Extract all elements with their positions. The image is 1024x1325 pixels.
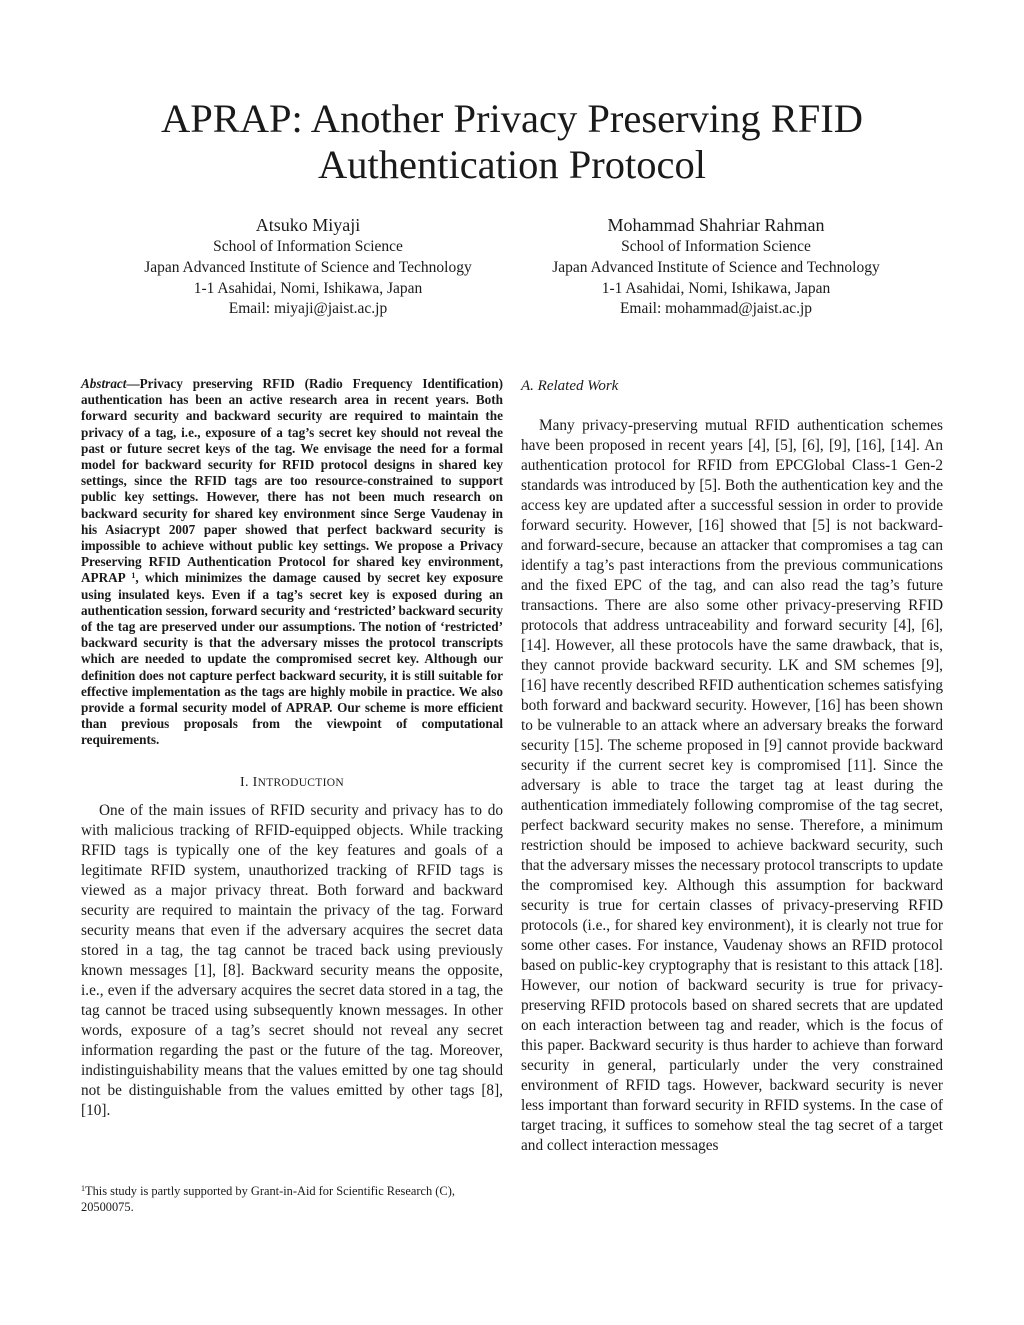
author-name: Mohammad Shahriar Rahman	[607, 215, 825, 235]
paper-title: APRAP: Another Privacy Preserving RFID Authentication Protocol	[161, 96, 863, 187]
author-address: 1-1 Asahidai, Nomi, Ishikawa, Japan	[193, 279, 423, 297]
abstract-label: Abstract	[81, 376, 127, 391]
author-institution: Japan Advanced Institute of Science and Technology	[552, 258, 880, 276]
abstract-text-part2: , which minimizes the damage caused by secret key exposure using insulated keys. Even if a tag’s secret key is exposed during an authentication session, forward security and ‘restricted’ backward security of the tag are preserved under our assumptions. The notion of ‘restricted’ backward security is that the adversary misses the protocol transcripts which are needed to update the compromised secret key. Although our definition does not capture perfect backward security, it is still suitable for effective implementation as the tags are highly mobile in practice. We also provide a formal security model of APRAP. Our scheme is more efficient than previous proposals from the viewpoint of computational requirements.	[81, 570, 503, 748]
section-heading-initial: I	[252, 774, 258, 790]
section-heading-introduction	[81, 775, 503, 791]
abstract-footnote-marker: 1	[131, 571, 136, 581]
abstract: Abstract—Privacy preserving RFID (Radio Frequency Identification) authentication has been an active research area in recent years. Both forward security and backward security are required to maintain the privacy of a tag, i.e., exposure of a tag’s secret key should not reveal the past or future secret keys of the tag. We envisage the need for a formal model for backward security for RFID protocol designs in shared key settings, since the RFID tags are too resource-constrained to support public key settings. However, there has not been much research on backward security for shared key environment since Serge Vaudenay in his Asiacrypt 2007 paper showed that perfect backward security is impossible to achieve without public key settings. We propose a Privacy Preserving RFID Authentication Protocol for shared key environment, APRAP $^1$, which minimizes the damage caused by secret key exposure using insulated keys. Even if a tag’s secret key is exposed during an authentication session, forward security and ‘restricted’ backward security of the tag are preserved under our assumptions. The notion of ‘restricted’ backward security is that the adversary misses the protocol transcripts which are needed to update the compromised secret key. Although our definition does not capture perfect backward security, it is still suitable for effective implementation as the tags are highly mobile in practice. We also provide a formal security model of APRAP. Our scheme is more efficient than previous proposals from the viewpoint of computational requirements.	[81, 376, 503, 748]
author-block-1	[98, 214, 518, 320]
left-column	[81, 376, 503, 1121]
author-name: Atsuko Miyaji	[255, 215, 361, 235]
section-numeral: I.	[240, 774, 249, 790]
author-email: Email: mohammad@jaist.ac.jp	[619, 300, 813, 318]
footnote-marker: 1	[81, 1184, 85, 1193]
subsection-heading-related-work: A. Related Work	[521, 378, 619, 394]
author-email: Email: miyaji@jaist.ac.jp	[228, 300, 388, 318]
author-department: School of Information Science	[213, 238, 403, 255]
section-heading-rest: NTRODUCTION	[257, 776, 344, 789]
author-address: 1-1 Asahidai, Nomi, Ishikawa, Japan	[601, 279, 831, 297]
author-department: School of Information Science	[621, 238, 811, 255]
author-block-2	[506, 214, 926, 320]
abstract-text-part1: Privacy preserving RFID (Radio Frequency Identification) authentication has been an active research area in recent years. Both forward security and backward security are required to maintain the privacy of a tag, i.e., exposure of a tag’s secret key should not reveal the past or future secret keys of the tag. We envisage the need for a formal model for backward security for RFID protocol designs in shared key settings, since the RFID tags are too resource-constrained to support public key settings. However, there has not been much research on backward security for shared key environment since Serge Vaudenay in his Asiacrypt 2007 paper showed that perfect backward security is impossible to achieve without public key settings. We propose a Privacy Preserving RFID Authentication Protocol for shared key environment, APRAP	[81, 376, 503, 586]
footnote-text: This study is partly supported by Grant-in-Aid for Scientific Research (C), 20500075.	[81, 1184, 455, 1214]
related-work-paragraph: Many privacy-preserving mutual RFID authentication schemes have been proposed in recent years [4], [5], [6], [9], [16], [14]. An authentication protocol for RFID from EPCGlobal Class-1 Gen-2 standards was introduced by [5]. Both the authentication key and the access key are updated after a successful session in order to provide forward security. However, [16] showed that [5] is not backward- and forward-secure, because an attacker that compromises a tag can identify a tag’s past interactions from the previous communications and the fixed EPC of the tag, and can also read the tag’s future transactions. There are also some other privacy-preserving RFID protocols that address untraceability and forward security [4], [6], [14]. However, all these protocols have the same drawback, that is, they cannot provide backward security. LK and SM schemes [9], [16] have recently described RFID authentication schemes satisfying both forward and backward security. However, [16] has been shown to be vulnerable to an attack where an adversary breaks the forward security [15]. The scheme proposed in [9] cannot provide backward security if the current secret key is compromised [11]. Since the adversary is able to trace the target tag at least during the authentication immediately following compromise of the tag secret, perfect backward security makes no sense. Therefore, a minimum restriction should be imposed to achieve backward security, such that the adversary misses the necessary protocol transcripts to update the compromised key. Although this assumption for backward security is true for certain classes of privacy-preserving RFID protocols (i.e., for shared key environment), it is clearly not true for some other cases. For instance, Vaudenay shows an RFID protocol based on public-key cryptography that is resistant to this attack [18]. However, our notion of backward security is true for privacy-preserving RFID protocols based on shared secrets that are updated on each interaction between tag and reader, which is the focus of this paper. Backward security is thus harder to achieve than forward security in general, particularly under the very constrained environment of RFID tags. However, backward security is never less important than forward security in RFID systems. In the case of target tracing, it suffices to somehow steal the tag secret of a target and collect interaction messages	[521, 417, 943, 1154]
right-column	[521, 376, 943, 1156]
author-institution: Japan Advanced Institute of Science and Technology	[144, 258, 472, 276]
footnote	[81, 1183, 503, 1215]
introduction-paragraph: One of the main issues of RFID security and privacy has to do with malicious tracking of RFID-equipped objects. While tracking RFID tags is typically one of the key features and goals of a legitimate RFID system, unauthorized tracking of RFID tags is viewed as a major privacy threat. Both forward and backward security are required to maintain the privacy of the tag. Forward security means that even if the adversary acquires the secret data stored in a tag, the tag cannot be traced back using previously known messages [1], [8]. Backward security means the opposite, i.e., even if the adversary acquires the secret data stored in a tag, the tag cannot be traced using subsequently known messages. In other words, exposure of a tag’s secret should not reveal any secret information regarding the past or the future of the tag. Moreover, indistinguishability means that the values emitted by one tag should not be distinguishable from the values emitted by other tags [8], [10].	[81, 801, 503, 1119]
